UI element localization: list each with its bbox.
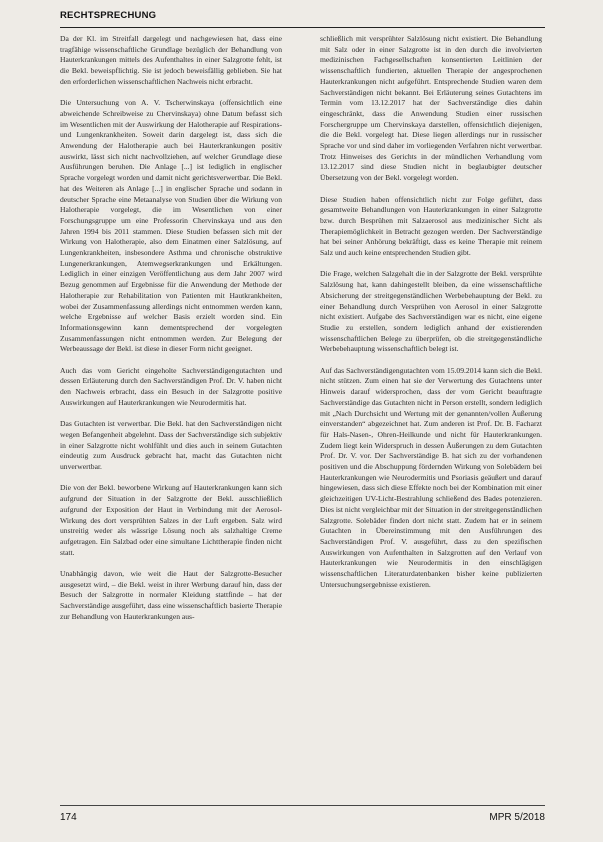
paragraph: Die Frage, welchen Salzgehalt die in der Salzgrotte der Bekl. versprühte Salzlösung hat, kann dahingestellt bleiben, da eine wissenschaftliche Absicherung der streitgegenständlichen Werbebehauptung der Bekl. zu einer Behandlung durch Versprühen von Aerosol in einer Salzgrotte nicht existiert. Aufgabe des Sachverständigen war es nicht, eine eigene Studie zu erstellen, sondern lediglich anhand der existierenden wissenschaftlichen Belege zu überprüfen, ob die streitgegenständliche Werbebehauptung wissenschaftlich belegt ist.	[320, 269, 542, 354]
paragraph: Auch das vom Gericht eingeholte Sachverständigengutachten und dessen Erläuterung durch den Sachverständigen Prof. Dr. V. haben nicht den Nachweis erbracht, dass ein Besuch in der Salzgrotte positive Auswirkungen auf Hauterkrankungen wie Neurodermitis hat.	[60, 365, 282, 407]
paragraph: Die Untersuchung von A. V. Tscherwinskaya (offensichtlich eine abweichende Schreibweise zu Chervinskaya) ohne Datum befasst sich im Wesentlichen mit der Auswirkung der Halotherapie auf Respirations- und Lungenkrankheiten. Soweit darin dargelegt ist, dass sich die Anwendung der Halotherapie auch bei Hauterkrankungen positiv auswirkt, lässt sich nicht nachvollziehen, auf welcher Grundlage diese Ausführungen beruhen. Die Anlage [...] ist lediglich in englischer Sprache vorgelegt worden und damit nicht gerichtsverwertbar. Die Bekl. hat des Weiteren als Anlage [...] in englischer Sprache und sodann in deutscher Sprache eine Metaanalyse von Studien über die Wirkung von Halotherapie vorgelegt, die im Wesentlichen von einer Forschungsgruppe um eine Professorin Chervinskaya und aus den Jahren 1994 bis 2011 stammen. Diese Studien befassen sich mit der Wirkung von Halotherapie, also dem Einatmen einer Salzlösung, auf Lungenkrankheiten, insbesondere Asthma und chronische obstruktive Lungenerkrankungen, Atemwegserkrankungen und Erkältungen. Lediglich in einer einzigen Veröffentlichung aus dem Jahr 2007 wird Bezug genommen auf Ergebnisse für die Anwendung der Methode der Halotherapie zur Rehabilitation von Patienten mit Hautkrankheiten, wobei der Zusammenfassung allerdings nicht entnommen werden kann, welche Ergebnisse auf welcher Basis erzielt worden sind. Ein Informationsgewinn kann dementsprechend der vorgelegten Zusammenfassungen nicht entnommen werden. Zur Belegung der Werbeaussage der Bekl. ist diese in dieser Form nicht geeignet.	[60, 98, 282, 354]
footer-rule	[60, 805, 545, 806]
paragraph: Die von der Bekl. beworbene Wirkung auf Hauterkrankungen kann sich aufgrund der Situation in der Salzgrotte der Bekl. ausschließlich aufgrund der Exposition der Haut in Verbindung mit der Aerosol-Wirkung des dort versprühten Salzes in der Luft ergeben. Salz wird unstreitig weder als wässrige Lösung noch als salzhaltige Creme aufgetragen. Ein Salzbad oder eine simultane Lichttherapie finden nicht statt.	[60, 483, 282, 557]
paragraph: schließlich mit versprühter Salzlösung nicht existiert. Die Behandlung mit Salz oder in einer Salzgrotte ist in den durch die involvierten medizinischen Fachgesellschaften konsentierten Leitlinien der wissenschaftlich fundierten, aktuellen Therapie der angesprochenen Hauterkrankungen nicht aufgeführt. Entsprechende Studien waren dem Sachverständigen nicht bekannt. Bei Erläuterung seines Gutachtens im Termin vom 13.12.2017 hat der Sachverständige dies dahin eingeschränkt, dass die Anwendung Studien einer russischen Forschergruppe um Chervinskaya darstellen, offensichtlich diejenigen, die die Bekl. vorgelegt hat. Diese liegen allerdings nur in russischer Sprache vor und sind daher im vorliegenden Verfahren nicht verwertbar. Trotz Hinweises des Gerichts in der mündlichen Verhandlung vom 13.12.2017 sind diese Studien nicht in beglaubigter deutscher Übersetzung von der Bekl. vorgelegt worden.	[320, 34, 542, 183]
page-number: 174	[60, 812, 77, 823]
right-column	[320, 34, 542, 601]
paragraph: Da der Kl. im Streitfall dargelegt und nachgewiesen hat, dass eine tragfähige wissenschaftliche Grundlage bezüglich der Behandlung von Hauterkrankungen mittels des Aufenthaltes in einer Salzgrotte fehlt, ist die Bekl. beweispflichtig. Sie ist jedoch beweisfällig geblieben. Sie hat den erforderlichen wissenschaftlichen Nachweis nicht erbracht.	[60, 34, 282, 86]
paragraph: Das Gutachten ist verwertbar. Die Bekl. hat den Sachverständigen nicht wegen Befangenheit abgelehnt. Dass der Sachverständige sich subjektiv in einer Salzgrotte nicht wohlfühlt und dies auch in seinem Gutachten eindeutig zum Ausdruck gebracht hat, macht das Gutachten nicht unverwertbar.	[60, 419, 282, 472]
section-header: RECHTSPRECHUNG	[60, 10, 157, 21]
paragraph: Auf das Sachverständigengutachten vom 15.09.2014 kann sich die Bekl. nicht stützen. Zum einen hat sie der Verwertung des Gutachtens unter Hinweis darauf widersprochen, dass der vom Gericht beauftragte Sachverständige das Gutachten nicht in Person erstellt, sondern lediglich mit „Nach Durchsicht und Wertung mit der genannten/vollen Äußerung einverstanden“ abgezeichnet hat. Zum anderen ist Prof. Dr. B. Facharzt für Hals-Nasen-, Ohren-Heilkunde und nicht für Hauterkrankungen. Zudem liegt kein Widerspruch in dessen Äußerungen zu dem Gutachten Prof. Dr. V. vor. Der Sachverständige B. hat sich zu der vorhandenen positiven und die Abschuppung fördernden Wirkung von Solebädern bei Hauterkrankungen wie Neurodermitis und Psoriasis geäußert und darauf hingewiesen, dass sich diese Effekte noch bei der Kombination mit einer gleichzeitigen UV-Licht-Bestrahlung schließend des Bades potenzieren. Dies ist nicht vergleichbar mit der Situation in der streitgegenständlichen Salzgrotte. Solebäder finden dort nicht statt. Zudem hat er in seinem Gutachten in Übereinstimmung mit den Ausführungen des Sachverständigen Prof. V. ausgeführt, dass zu den spezifischen Auswirkungen von Aufenthalten in Salzgrotten auf den Verlauf von Hauterkrankungen wie Neurodermitis in den einschlägigen wissenschaftlichen Literaturdatenbanken bisher keine publizierten Untersuchungsergebnisse existieren.	[320, 365, 542, 589]
header-rule	[60, 27, 545, 28]
journal-reference: MPR 5/2018	[489, 812, 545, 823]
paragraph: Diese Studien haben offensichtlich nicht zur Folge geführt, dass gesamtweite Behandlungen von Hauterkrankungen in einer Salzgrotte bzw. durch Besprühen mit Salzaerosol aus medizinischer Sicht als Therapiemöglichkeit in Betracht gezogen werden. Der Sachverständige hat bei seiner Anhörung bekräftigt, dass es keine Therapie mit reinem Salz und auch keine entsprechenden Studien gibt.	[320, 194, 542, 258]
left-column	[60, 34, 282, 633]
paragraph: Unabhängig davon, wie weit die Haut der Salzgrotte-Besucher ausgesetzt wird, – die Bekl. weist in ihrer Werbung darauf hin, dass der Besuch der Salzgrotte in normaler Kleidung stattfinde – hat der Sachverständige ausgeführt, dass eine wissenschaftlich basierte Therapie zur Behandlung von Hauterkrankungen aus-	[60, 569, 282, 621]
